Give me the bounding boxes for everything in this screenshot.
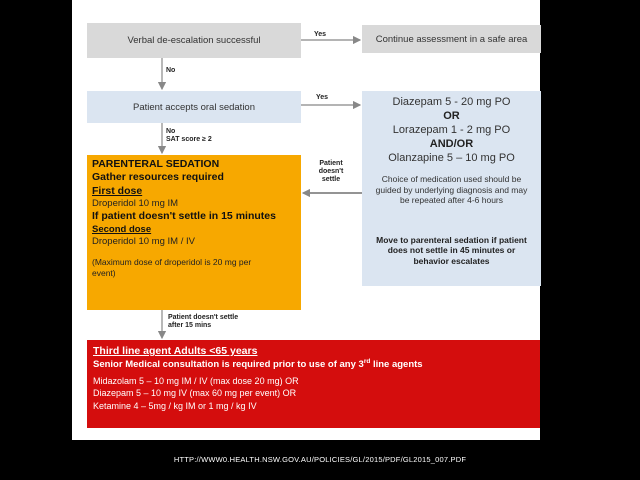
- med-move-line-3: behavior escalates: [413, 255, 490, 266]
- node-oral-label: Patient accepts oral sedation: [133, 101, 255, 113]
- edge-settle15-line-1: Patient doesn't settle: [168, 314, 239, 321]
- node-oral-sedation: [87, 91, 301, 123]
- third-line-title: Third line agent Adults <65 years: [93, 345, 258, 357]
- node-verbal-label: Verbal de-escalation successful: [127, 35, 261, 46]
- med-or: OR: [443, 110, 460, 122]
- node-continue-assessment: [362, 25, 541, 53]
- parenteral-max-dose-1: (Maximum dose of droperidol is 20 mg per: [92, 257, 252, 268]
- third-line-consult: [93, 358, 534, 371]
- med-move-note: [368, 235, 535, 267]
- third-consult-pre: Senior Medical consultation is required prior to use of any 3: [93, 359, 364, 371]
- parenteral-second-dose: Second dose: [92, 223, 152, 235]
- edge-not-settle-line-1: Patient: [319, 160, 343, 167]
- parenteral-if-not-settle: If patient doesn't settle in 15 minutes: [92, 210, 276, 223]
- med-olanzapine-po: Olanzapine 5 – 10 mg PO: [388, 152, 515, 164]
- parenteral-gather: Gather resources required: [92, 171, 224, 184]
- edge-settle15-line-2: after 15 mins: [168, 322, 212, 329]
- node-parenteral-sedation: [87, 155, 301, 310]
- node-continue-label: Continue assessment in a safe area: [375, 33, 528, 45]
- parenteral-first-drug: Droperidol 10 mg IM: [92, 198, 179, 210]
- edge-not-settle-line-2: doesn't: [318, 168, 344, 175]
- med-note-line-1: Choice of medication used should be: [381, 174, 522, 184]
- edge-label-not-settle: [311, 160, 351, 184]
- med-andor: AND/OR: [429, 138, 474, 150]
- third-line-midazolam: Midazolam 5 – 10 mg IM / IV (max dose 20 mg) OR: [93, 375, 299, 386]
- parenteral-max-dose-2: event): [92, 268, 116, 279]
- parenteral-title: PARENTERAL SEDATION: [92, 158, 220, 170]
- source-citation: HTTP://WWW0.HEALTH.NSW.GOV.AU/POLICIES/GL/2015/PDF/GL2015_007.PDF: [173, 455, 467, 464]
- edge-label-settle-15: [168, 314, 238, 330]
- third-line-diazepam: Diazepam 5 – 10 mg IV (max 60 mg per event) OR: [93, 388, 297, 399]
- edge-label-yes-2: Yes: [316, 94, 329, 101]
- med-note-line-2: guided by underlying diagnosis and may: [375, 184, 528, 195]
- node-third-line-agent: [87, 340, 540, 428]
- parenteral-second-drug: Droperidol 10 mg IM / IV: [92, 236, 195, 248]
- third-consult-post: line agents: [370, 359, 423, 371]
- med-choice-note: [368, 174, 535, 206]
- edge-label-no-sat: [166, 128, 212, 144]
- flowchart-slide: [72, 0, 540, 440]
- med-move-line-2: does not settle in 45 minutes or: [387, 245, 516, 255]
- parenteral-first-dose: First dose: [92, 184, 143, 197]
- edge-label-yes-1: Yes: [314, 31, 327, 38]
- edge-label-no-2: No: [166, 128, 176, 135]
- med-note-line-3: be repeated after 4-6 hours: [399, 195, 503, 205]
- third-line-ketamine: Ketamine 4 – 5mg / kg IM or 1 mg / kg IV: [93, 400, 257, 411]
- edge-label-no-1: No: [166, 67, 176, 74]
- med-diazepam-po: Diazepam 5 - 20 mg PO: [392, 96, 511, 108]
- edge-not-settle-line-3: settle: [321, 176, 341, 183]
- third-consult-sup: rd: [363, 358, 371, 366]
- med-lorazepam-po: Lorazepam 1 - 2 mg PO: [392, 124, 511, 136]
- med-move-line-1: Move to parenteral sedation if patient: [376, 234, 527, 245]
- node-oral-medications: [362, 91, 541, 286]
- edge-label-sat-score: SAT score ≥ 2: [166, 136, 212, 143]
- node-verbal-deescalation: [87, 23, 301, 58]
